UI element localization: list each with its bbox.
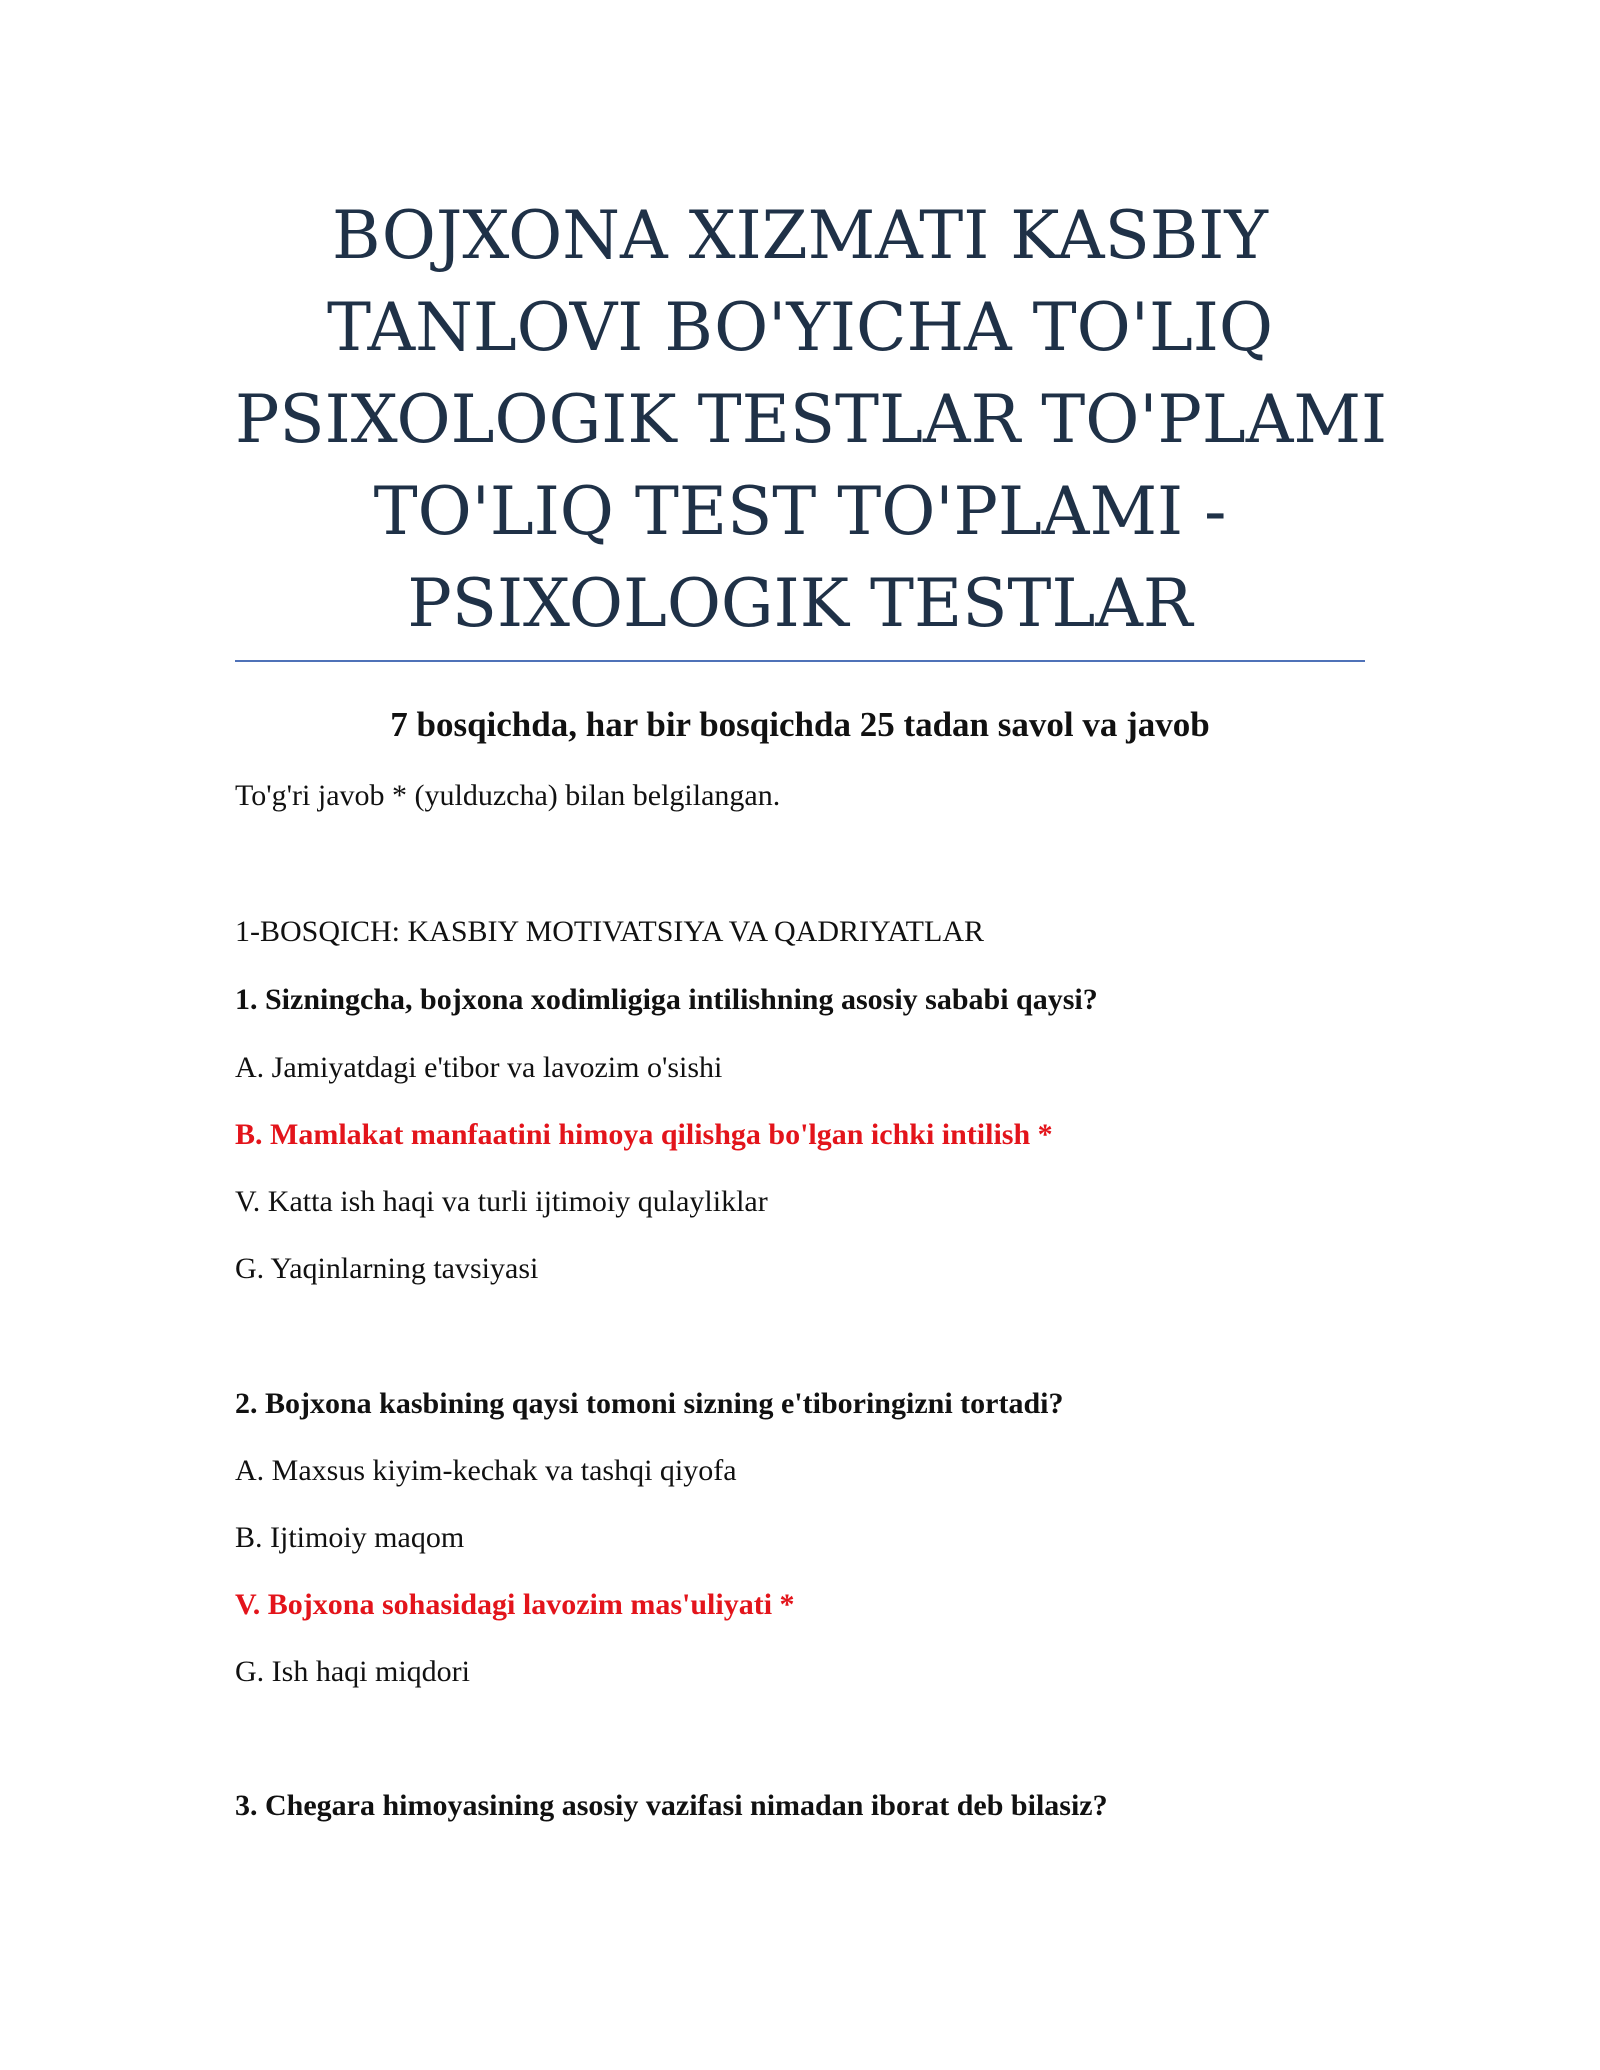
question-1-option-b-correct: B. Mamlakat manfaatini himoya qilishga bo'lgan ichki intilish *	[235, 1118, 1053, 1151]
question-2-option-b: B. Ijtimoiy maqom	[235, 1521, 465, 1554]
title-line-2: TANLOVI BO'YICHA TO'LIQ	[327, 289, 1273, 366]
section-heading: 1-BOSQICH: KASBIY MOTIVATSIYA VA QADRIYATLAR	[235, 915, 984, 948]
title-line-1: BOJXONA XIZMATI KASBIY	[332, 197, 1268, 274]
question-2-option-a: A. Maxsus kiyim-kechak va tashqi qiyofa	[235, 1454, 737, 1487]
question-1: 1. Sizningcha, bojxona xodimligiga intilishning asosiy sababi qaysi?	[235, 983, 1098, 1016]
question-1-option-v: V. Katta ish haqi va turli ijtimoiy qulayliklar	[235, 1185, 768, 1218]
question-2: 2. Bojxona kasbining qaysi tomoni sizning e'tiboringizni tortadi?	[235, 1387, 1064, 1420]
document-subtitle: 7 bosqichda, har bir bosqichda 25 tadan savol va javob	[390, 705, 1210, 744]
question-1-option-a: A. Jamiyatdagi e'tibor va lavozim o'sishi	[235, 1051, 723, 1084]
question-3: 3. Chegara himoyasining asosiy vazifasi nimadan iborat deb bilasiz?	[235, 1789, 1108, 1822]
answer-key-note: To'g'ri javob * (yulduzcha) bilan belgilangan.	[235, 779, 781, 812]
title-line-5: PSIXOLOGIK TESTLAR	[407, 565, 1193, 642]
question-2-option-g: G. Ish haqi miqdori	[235, 1655, 470, 1688]
question-1-option-g: G. Yaqinlarning tavsiyasi	[235, 1252, 539, 1285]
title-line-4: TO'LIQ TEST TO'PLAMI -	[373, 473, 1227, 550]
title-divider	[235, 660, 1365, 662]
title-line-3: PSIXOLOGIK TESTLAR TO'PLAMI	[235, 381, 1388, 458]
question-2-option-v-correct: V. Bojxona sohasidagi lavozim mas'uliyati *	[235, 1588, 795, 1621]
document-title	[235, 190, 1388, 650]
